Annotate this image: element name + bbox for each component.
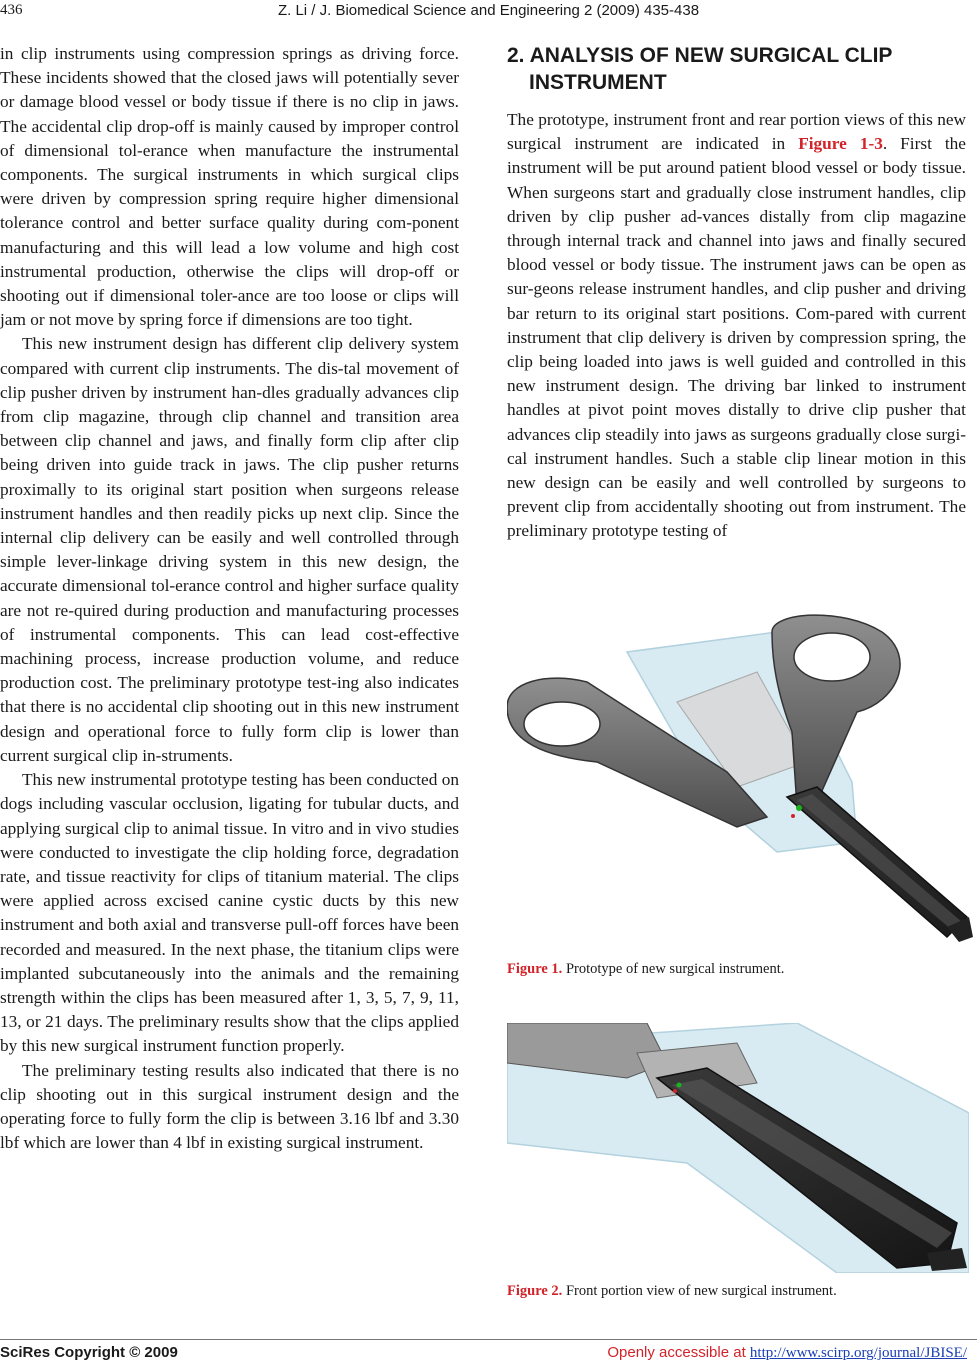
running-head: Z. Li / J. Biomedical Science and Engineering 2 (2009) 435-438: [277, 2, 700, 19]
paragraph: This new instrument design has different clip delivery system compared with current clip instruments. The dis-tal movement of clip pusher driven by instrument han-dles gradually advances clip from clip magazine, through clip channel and transition area between clip channel and jaws, and finally form clip after clip being driven into guide track in jaws. The clip pusher returns proximally to its original start position when surgeons release instrument handles and then readily picks up next clip. Since the internal clip delivery can be easily and well controlled through simple lever-linkage driving system in this new design, the accurate dimensional tol-erance control and higher surface quality are not re-quired during production and manufacturing processes of instrumental components. This can lead cost-effective machining process, increase production volume, and reduce production cost. The preliminary prototype test-ing also indicates that there is no accidental clip shooting out in this new instrument design and operational force to fully form clip is lower than current surgical clip in-struments.: [0, 334, 459, 765]
figure-label: Figure 2.: [507, 1283, 563, 1299]
paragraph: This new instrumental prototype testing has been conducted on dogs including vascular occlusion, ligating for tubular ducts, and applying surgical clip to animal tissue. In vitro and in vivo studies were conducted to investigate the clip holding force, degradation rate, and tissue reactivity for clips of titanium material. The clips were applied across excised canine cystic ducts by this new instrument and both axial and transverse pull-off forces have been recorded and measured. In the next phase, the titanium clips were implanted subcutaneously into the animals and the remaining strength within the clips has been measured after 1, 3, 5, 7, 9, 11, 13, or 21 days. The preliminary results show that the clips applied by this new surgical instrument function properly.: [0, 770, 459, 1056]
paragraph: in clip instruments using compression springs as driving force. These incidents showed that the closed jaws will potentially sever or damage blood vessel or body tissue if there is no clip in jaws. The accidental clip drop-off is mainly caused by improper control of dimensional tol-erance when manufacture the instrumental components. The surgical instruments in which surgical clips were driven by compression spring require higher dimensional tolerance control and better surface quality during com-ponent manufacturing and this will lead a low volume and high cost instrumental production, otherwise the clips will drop-off or shooting out if dimensional toler-ance are too loose or clips will jam or not move by spring force if dimensions are too tight.: [0, 44, 459, 330]
paragraph: The prototype, instrument front and rear portion views of this new surgical instrument are indicated in Figure 1-3. First the instrument will be put around patient blood vessel or body tissue. When surgeons start and gradually close instrument handles, clip driven by clip pusher ad-vances distally from clip magazine through internal track and channel into jaws and finally secured blood vessel or body tissue. The instrument jaws can be open as sur-geons release instrument handles, and clip pusher and driving bar return to its original start positions. Com-pared with current instrument that clip delivery is driven by compression spring, the clip being loaded into jaws is well guided and controlled in this new instrument design. The driving bar linked to instrument handles at pivot point moves distally to drive clip pusher that advances clip steadily into jaws as surgeons gradually close surgi-cal instrument handles. Such a stable clip linear motion in this new design can be easily and well controlled by surgeons to prevent clip from accidentally shooting out from instrument. The preliminary prototype testing of: [507, 110, 966, 541]
figure-2-image: [507, 1023, 969, 1273]
section-heading-line2: INSTRUMENT: [529, 71, 667, 94]
figure-label: Figure 1.: [507, 961, 563, 977]
figure-2-caption: Figure 2. Front portion view of new surgical instrument.: [507, 1283, 837, 1299]
journal-link[interactable]: http://www.scirp.org/journal/JBISE/: [749, 1345, 967, 1361]
paragraph: The preliminary testing results also indicated that there is no clip shooting out in this surgical instrument design and the operating force to fully form the clip is between 3.16 lbf and 3.30 lbf which are lower than 4 lbf in existing surgical instrument.: [0, 1060, 459, 1153]
section-heading: [507, 42, 967, 96]
footer-copyright: SciRes Copyright © 2009: [0, 1344, 178, 1361]
page-number: 436: [0, 2, 23, 18]
page-header: [0, 0, 977, 28]
section-heading-line1: 2. ANALYSIS OF NEW SURGICAL CLIP: [507, 44, 893, 67]
footer-access: Openly accessible at http://www.scirp.org/journal/JBISE/: [607, 1344, 967, 1361]
footer-divider: [0, 1339, 977, 1340]
figure-1-image: [507, 612, 973, 950]
figure-reference-link[interactable]: Figure 1-3: [798, 134, 883, 154]
right-column: [507, 108, 966, 544]
figure-1-caption: Figure 1. Prototype of new surgical instrument.: [507, 961, 785, 977]
left-column: [0, 42, 459, 1155]
